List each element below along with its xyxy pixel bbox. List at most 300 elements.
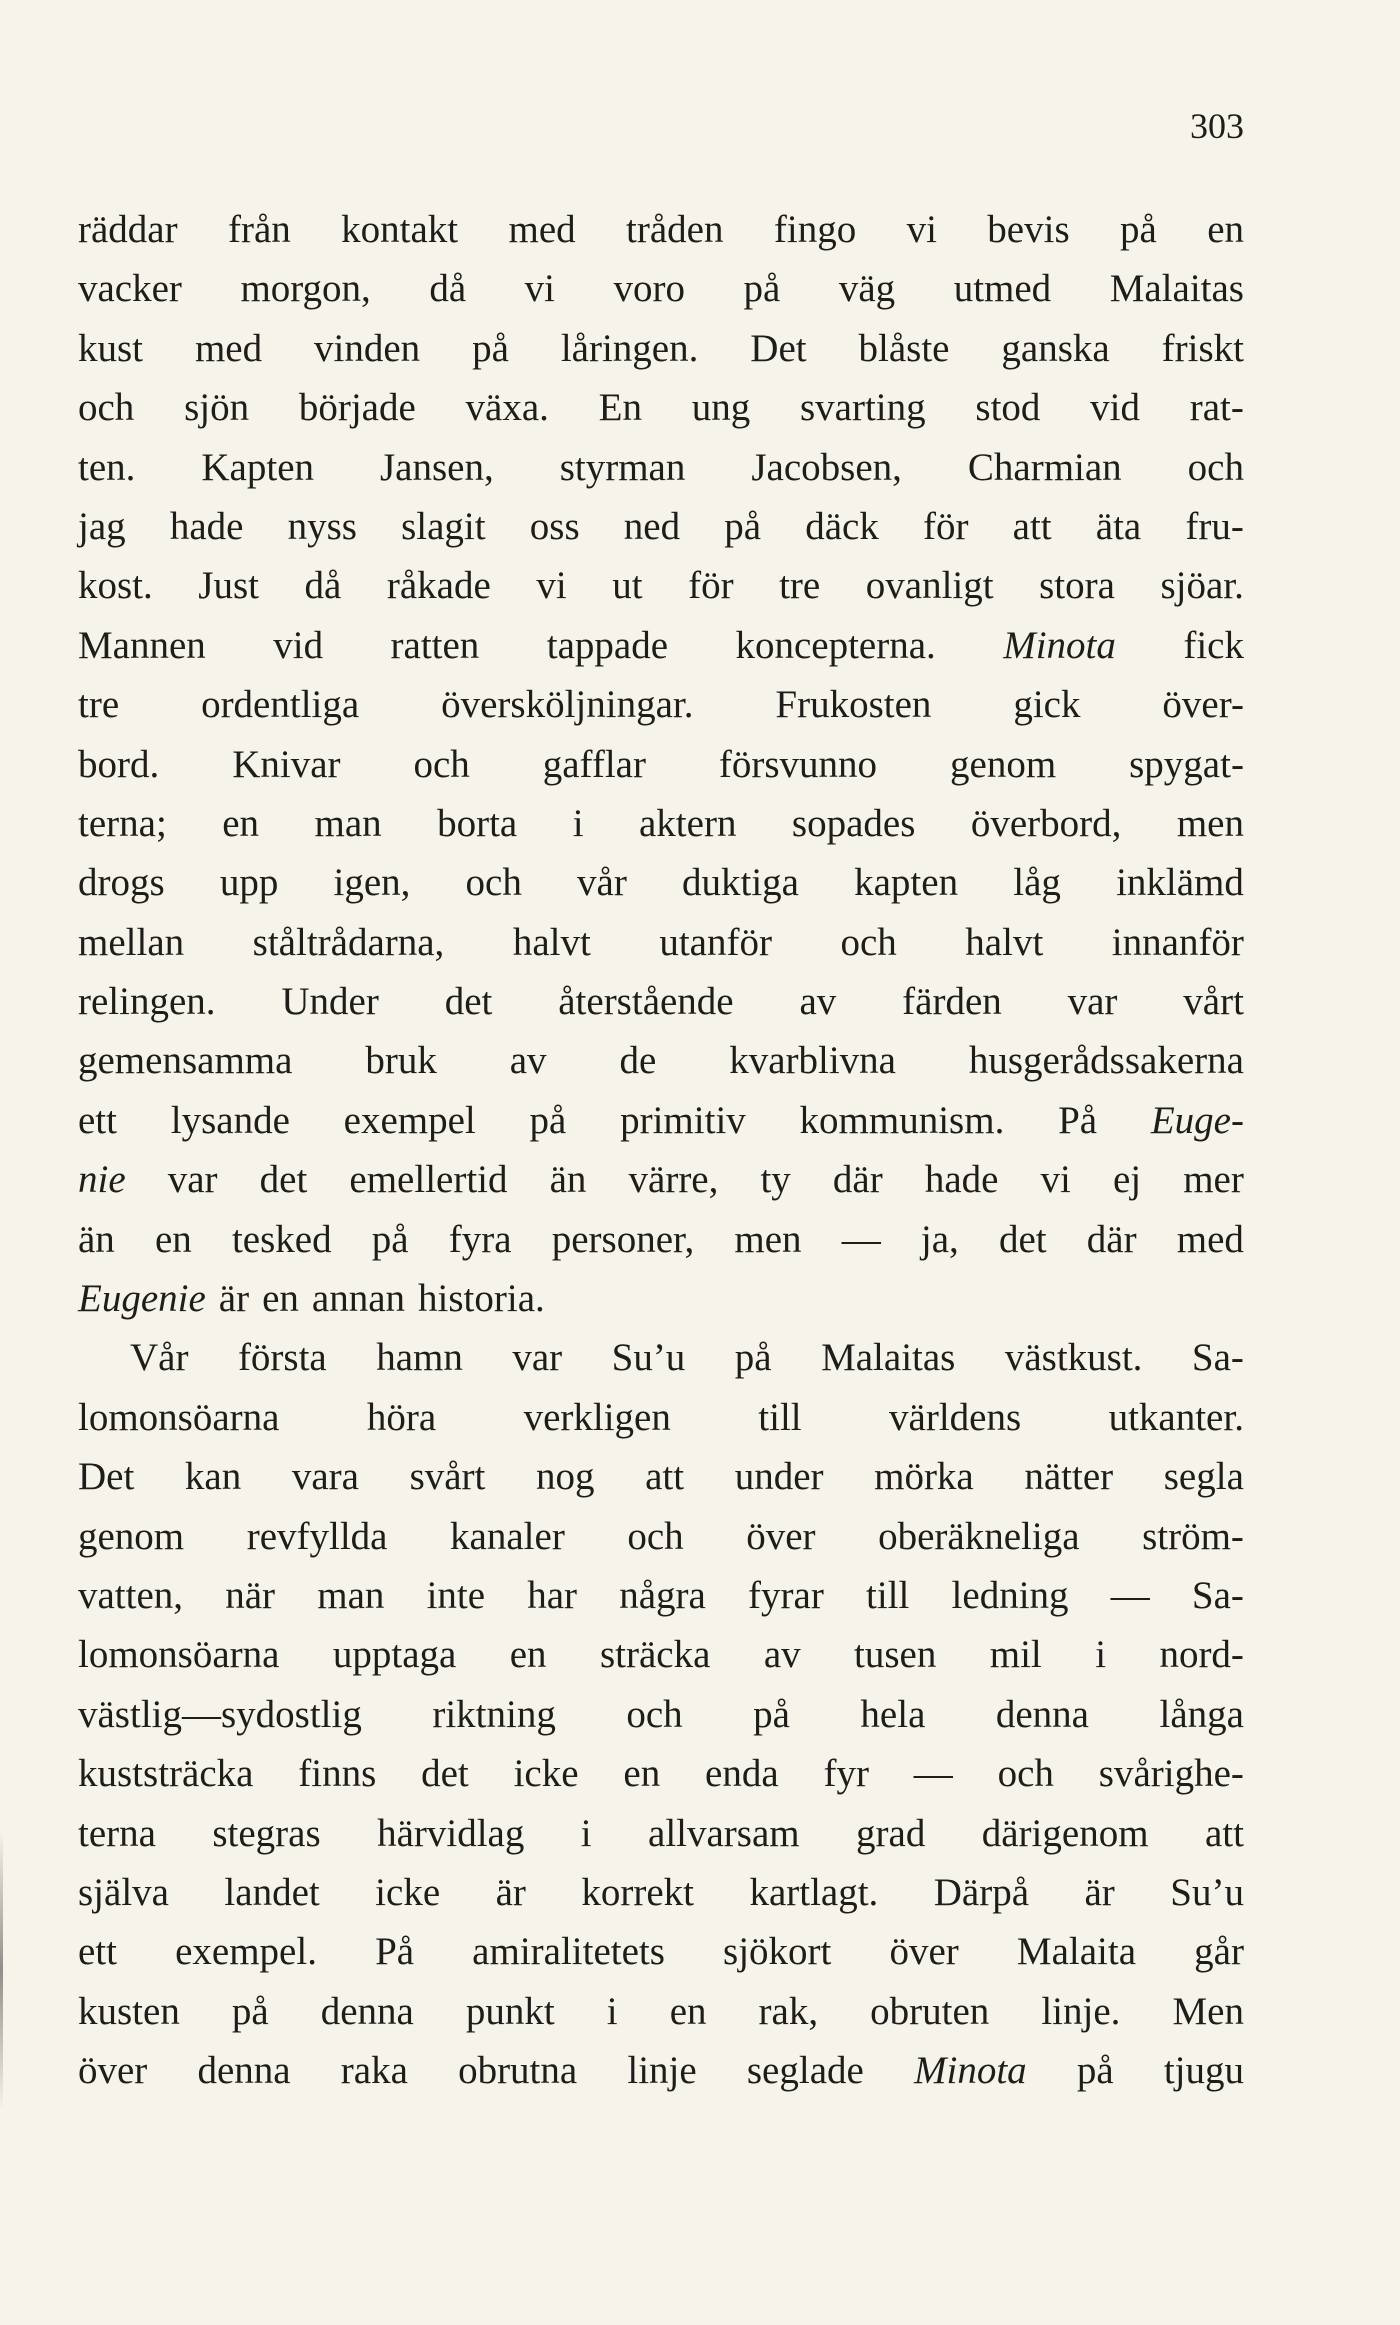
word: tusen <box>854 1633 937 1677</box>
word: gafflar <box>542 742 646 786</box>
word: växa. <box>465 386 549 430</box>
word: det <box>444 980 493 1024</box>
word: Mannen <box>78 623 206 667</box>
text-line <box>78 1269 1244 1328</box>
word: revfyllda <box>246 1514 388 1558</box>
word: tråden <box>626 208 724 251</box>
word: vårt <box>1183 980 1244 1024</box>
word: Malaita <box>1016 1930 1137 1974</box>
word: korrekt <box>581 1870 694 1914</box>
text-line <box>78 1566 1244 1625</box>
word: översköljningar. <box>441 683 694 727</box>
word: Just <box>198 564 259 608</box>
word: ned <box>623 504 681 548</box>
word: obruten <box>870 1989 990 2033</box>
text-line <box>78 913 1244 972</box>
word: världens <box>889 1395 1022 1439</box>
word: denna <box>995 1692 1089 1736</box>
word: på <box>1076 2049 1114 2093</box>
word: var <box>167 1158 218 1202</box>
text-line <box>78 1388 1244 1447</box>
word: obrutna <box>458 2049 578 2093</box>
word: från <box>227 208 291 251</box>
text-line <box>78 556 1244 615</box>
word: Jacobsen, <box>751 445 902 489</box>
word: väg <box>838 267 896 311</box>
word: finns <box>298 1752 377 1796</box>
text-line <box>78 259 1244 318</box>
word: annan <box>311 1277 406 1321</box>
text-line <box>78 1507 1244 1566</box>
word: på <box>371 1217 409 1261</box>
word: av <box>799 980 837 1024</box>
word: fick <box>1183 623 1244 667</box>
word: — <box>841 1217 881 1261</box>
word: hade <box>169 504 244 548</box>
word: ratten <box>390 623 480 667</box>
word: men <box>734 1217 802 1261</box>
word: utkanter. <box>1108 1395 1244 1439</box>
text-line <box>78 1210 1244 1269</box>
word: kartlagt. <box>749 1870 879 1914</box>
word: utmed <box>953 267 1052 311</box>
word: att <box>1012 504 1052 548</box>
word: Charmian <box>967 445 1122 489</box>
word: seglade <box>746 2049 864 2093</box>
word: historia. <box>418 1277 545 1321</box>
word: grad <box>856 1811 926 1855</box>
word: är <box>218 1277 250 1321</box>
word: gemensamma <box>78 1039 293 1083</box>
word: sjökort <box>723 1930 832 1974</box>
word: Eugenie <box>78 1277 206 1321</box>
word: man <box>314 801 382 845</box>
word: svarting <box>799 386 926 430</box>
word: kapten <box>854 861 959 905</box>
word: Det <box>78 1455 135 1499</box>
word: halvt <box>512 920 591 964</box>
word: några <box>619 1573 706 1617</box>
word: verkligen <box>523 1395 671 1439</box>
word: vår <box>577 861 627 905</box>
text-line <box>78 1091 1244 1150</box>
word: upp <box>219 861 279 905</box>
word: ung <box>691 386 751 430</box>
word: fingo <box>773 208 857 251</box>
word: spygat- <box>1129 742 1244 786</box>
word: Kapten <box>201 445 315 489</box>
word: bevis <box>987 208 1070 251</box>
word: tjugu <box>1163 2049 1244 2093</box>
word: sjöar. <box>1160 564 1244 608</box>
word: halvt <box>965 920 1044 964</box>
word: då <box>304 564 342 608</box>
text-line <box>78 1328 1244 1387</box>
text-line <box>78 319 1244 378</box>
word: men <box>1176 801 1244 845</box>
word: emellertid <box>349 1158 508 1202</box>
word: till <box>866 1573 910 1617</box>
word: vatten, <box>78 1573 184 1617</box>
word: räddar <box>78 208 178 251</box>
word: höra <box>366 1395 437 1439</box>
word: en <box>623 1752 661 1796</box>
word: genom <box>950 742 1057 786</box>
word: och <box>465 861 522 905</box>
word: vi <box>906 208 937 251</box>
word: koncepterna. <box>735 623 936 667</box>
word: med <box>508 208 576 251</box>
word: lomonsöarna <box>78 1633 280 1677</box>
word: låg <box>1013 861 1061 905</box>
word: vid <box>273 623 324 667</box>
word: på <box>753 1692 790 1736</box>
word: därigenom <box>981 1811 1149 1855</box>
text-line <box>78 1982 1244 2041</box>
word: långa <box>1159 1692 1244 1736</box>
word: punkt <box>465 1989 555 2033</box>
word: första <box>237 1336 327 1380</box>
text-line <box>78 2041 1244 2100</box>
word: personer, <box>551 1217 695 1261</box>
text-line <box>78 1863 1244 1922</box>
word: innanför <box>1111 920 1244 964</box>
word: Frukosten <box>775 683 932 727</box>
word: ordentliga <box>201 683 360 727</box>
word: ganska <box>1001 326 1110 370</box>
word: drogs <box>78 861 165 905</box>
word: stegras <box>212 1811 321 1855</box>
word: landet <box>224 1870 320 1914</box>
word: vi <box>524 267 555 311</box>
word: sjön <box>184 386 250 430</box>
word: på <box>1120 208 1157 251</box>
word: Sa- <box>1191 1336 1244 1380</box>
word: terna <box>78 1811 156 1855</box>
word: för <box>923 504 969 548</box>
word: linje <box>627 2049 697 2093</box>
word: raka <box>340 2049 408 2093</box>
word: med <box>194 326 263 370</box>
word: mellan <box>78 920 185 964</box>
word: västkust. <box>1004 1336 1143 1380</box>
word: en <box>1207 208 1244 251</box>
word: upptaga <box>332 1633 457 1677</box>
word: över <box>889 1930 959 1974</box>
word: ten. <box>78 445 136 489</box>
text-line <box>78 853 1244 912</box>
word: terna; <box>78 801 167 845</box>
word: icke <box>513 1752 579 1796</box>
word: nyss <box>287 504 357 548</box>
word: Euge- <box>1150 1098 1244 1142</box>
word: på <box>231 1989 269 2033</box>
word: Sa- <box>1191 1573 1244 1617</box>
word: än <box>549 1158 587 1202</box>
text-line <box>78 1150 1244 1209</box>
word: nätter <box>1024 1455 1114 1499</box>
text-line <box>78 1804 1244 1863</box>
word: denna <box>197 2049 291 2093</box>
word: vinden <box>314 326 421 370</box>
word: i <box>606 1989 618 2033</box>
word: mil <box>989 1633 1042 1677</box>
page-edge-shadow <box>0 1830 3 2110</box>
word: går <box>1194 1930 1244 1974</box>
word: över <box>78 2049 148 2093</box>
word: att <box>1204 1811 1244 1855</box>
word: Su’u <box>1170 1870 1244 1914</box>
text-line <box>78 438 1244 497</box>
word: i <box>572 801 584 845</box>
word: och <box>997 1752 1054 1796</box>
word: råkade <box>386 564 491 608</box>
word: voro <box>613 267 686 311</box>
word: enda <box>705 1752 779 1796</box>
word: På <box>375 1930 415 1974</box>
text-line <box>78 1685 1244 1744</box>
word: slagit <box>401 504 486 548</box>
word: lysande <box>170 1098 290 1142</box>
word: På <box>1058 1098 1098 1142</box>
word: mer <box>1183 1158 1244 1202</box>
word: med <box>1176 1217 1244 1261</box>
word: fru- <box>1185 504 1244 548</box>
word: ut <box>612 564 643 608</box>
word: ledning <box>951 1573 1069 1617</box>
word: ja, <box>920 1217 959 1261</box>
word: härvidlag <box>377 1811 525 1855</box>
word: och <box>1187 445 1244 489</box>
word: en <box>509 1633 547 1677</box>
word: när <box>225 1573 276 1617</box>
word: på <box>529 1098 567 1142</box>
word: inte <box>426 1573 486 1617</box>
text-line <box>78 1922 1244 1981</box>
word: fyrar <box>748 1573 824 1617</box>
word: vacker <box>78 267 182 311</box>
word: icke <box>375 1870 441 1914</box>
word: hade <box>924 1158 999 1202</box>
word: kvarblivna <box>729 1039 896 1083</box>
word: är <box>495 1870 526 1914</box>
word: stora <box>1039 564 1115 608</box>
text-line <box>78 616 1244 675</box>
word: Malaitas <box>821 1336 956 1380</box>
page-number: 303 <box>1190 106 1244 146</box>
word: det <box>259 1158 308 1202</box>
word: för <box>688 564 734 608</box>
word: är <box>1084 1870 1115 1914</box>
body-text <box>78 200 1244 2101</box>
word: på <box>724 504 762 548</box>
word: äta <box>1095 504 1142 548</box>
word: det <box>998 1217 1047 1261</box>
word: vi <box>536 564 567 608</box>
word: svårighe- <box>1098 1752 1244 1796</box>
word: ty <box>760 1158 791 1202</box>
word: kusten <box>78 1989 180 2033</box>
text-line <box>78 675 1244 734</box>
word: till <box>758 1395 802 1439</box>
word: försvunno <box>718 742 878 786</box>
word: det <box>421 1752 469 1796</box>
text-line <box>78 735 1244 794</box>
word: friskt <box>1161 326 1244 370</box>
word: sopades <box>791 801 916 845</box>
word: denna <box>320 1989 414 2033</box>
word: låringen. <box>560 326 699 370</box>
word: på <box>743 267 781 311</box>
word: ej <box>1112 1158 1142 1202</box>
word: linje. <box>1041 1989 1121 2033</box>
word: gick <box>1013 683 1081 727</box>
word: man <box>317 1573 385 1617</box>
word: styrman <box>559 445 686 489</box>
word: igen, <box>333 861 411 905</box>
word: de <box>619 1039 657 1083</box>
word: vi <box>1040 1158 1071 1202</box>
word: nord- <box>1159 1633 1244 1677</box>
text-line <box>78 378 1244 437</box>
word: — <box>1110 1573 1150 1617</box>
text-line <box>78 1744 1244 1803</box>
word: allvarsam <box>648 1811 800 1855</box>
text-line <box>78 972 1244 1031</box>
word: västlig—sydostlig <box>78 1692 362 1736</box>
word: husgerådssakerna <box>968 1039 1244 1083</box>
word: där <box>832 1158 883 1202</box>
word: hamn <box>376 1336 463 1380</box>
word: över <box>746 1514 816 1558</box>
word: riktning <box>432 1692 556 1736</box>
word: kommunism. <box>799 1098 1005 1142</box>
word: sträcka <box>599 1633 711 1677</box>
word: att <box>645 1455 685 1499</box>
word: tre <box>78 683 120 727</box>
word: Malaitas <box>1109 267 1244 311</box>
word: tre <box>779 564 821 608</box>
word: kanaler <box>450 1514 565 1558</box>
word: Knivar <box>232 742 341 786</box>
word: i <box>1095 1633 1107 1677</box>
word: var <box>1067 980 1118 1024</box>
word: färden <box>902 980 1002 1024</box>
word: Vår <box>130 1336 189 1380</box>
word: — <box>913 1752 953 1796</box>
word: en <box>669 1989 707 2033</box>
word: en <box>154 1217 192 1261</box>
word: stod <box>975 386 1041 430</box>
word: nog <box>535 1455 595 1499</box>
word: värre, <box>628 1158 719 1202</box>
word: i <box>580 1811 592 1855</box>
word: än <box>78 1217 115 1261</box>
word: Jansen, <box>380 445 494 489</box>
word: relingen. <box>78 980 216 1024</box>
word: under <box>734 1455 824 1499</box>
word: en <box>262 1277 299 1321</box>
word: kost. <box>78 564 153 608</box>
word: vara <box>291 1455 359 1499</box>
word: rak, <box>758 1989 819 2033</box>
word: ström- <box>1142 1514 1244 1558</box>
word: tesked <box>231 1217 332 1261</box>
word: fyr <box>823 1752 869 1796</box>
word: där <box>1086 1217 1137 1261</box>
word: själva <box>78 1870 169 1914</box>
word: Su’u <box>611 1336 686 1380</box>
word: aktern <box>639 801 737 845</box>
word: genom <box>78 1514 185 1558</box>
word: rat- <box>1189 386 1244 430</box>
word: jag <box>78 504 126 548</box>
word: bruk <box>365 1039 437 1083</box>
word: duktiga <box>681 861 799 905</box>
word: tappade <box>546 623 669 667</box>
word: kontakt <box>341 208 459 251</box>
word: och <box>78 386 135 430</box>
text-line <box>78 794 1244 853</box>
word: ståltrådarna, <box>252 920 445 964</box>
word: Minota <box>1003 623 1116 667</box>
word: hela <box>860 1692 926 1736</box>
word: amiralitetets <box>472 1930 665 1974</box>
text-line <box>78 1625 1244 1684</box>
word: började <box>298 386 416 430</box>
word: då <box>429 267 467 311</box>
word: fyra <box>448 1217 512 1261</box>
word: på <box>734 1336 772 1380</box>
word: svårt <box>409 1455 486 1499</box>
word: Under <box>281 980 379 1024</box>
word: kuststräcka <box>78 1752 254 1796</box>
word: mörka <box>874 1455 974 1499</box>
word: nie <box>78 1158 126 1202</box>
word: av <box>509 1039 547 1083</box>
word: oberäkneliga <box>878 1514 1080 1558</box>
word: bord. <box>78 742 160 786</box>
word: och <box>840 920 897 964</box>
word: överbord, <box>970 801 1122 845</box>
word: var <box>512 1336 563 1380</box>
word: vid <box>1090 386 1140 430</box>
word: en <box>222 801 260 845</box>
word: Minota <box>914 2049 1027 2093</box>
word: borta <box>437 801 518 845</box>
word: över- <box>1162 683 1244 727</box>
word: exempel <box>343 1098 476 1142</box>
word: En <box>598 386 642 430</box>
word: återstående <box>558 980 734 1024</box>
word: ovanligt <box>865 564 994 608</box>
word: kan <box>184 1455 242 1499</box>
word: Därpå <box>933 1870 1030 1914</box>
word: kust <box>78 326 144 370</box>
word: morgon, <box>240 267 371 311</box>
word: och <box>413 742 470 786</box>
word: blåste <box>858 326 950 370</box>
text-line <box>78 200 1244 259</box>
word: och <box>627 1514 684 1558</box>
word: har <box>527 1573 578 1617</box>
word: segla <box>1163 1455 1244 1499</box>
word: och <box>626 1692 683 1736</box>
word: Men <box>1172 1989 1244 2033</box>
word: ett <box>78 1098 117 1142</box>
word: lomonsöarna <box>78 1395 280 1439</box>
word: inklämd <box>1116 861 1244 905</box>
